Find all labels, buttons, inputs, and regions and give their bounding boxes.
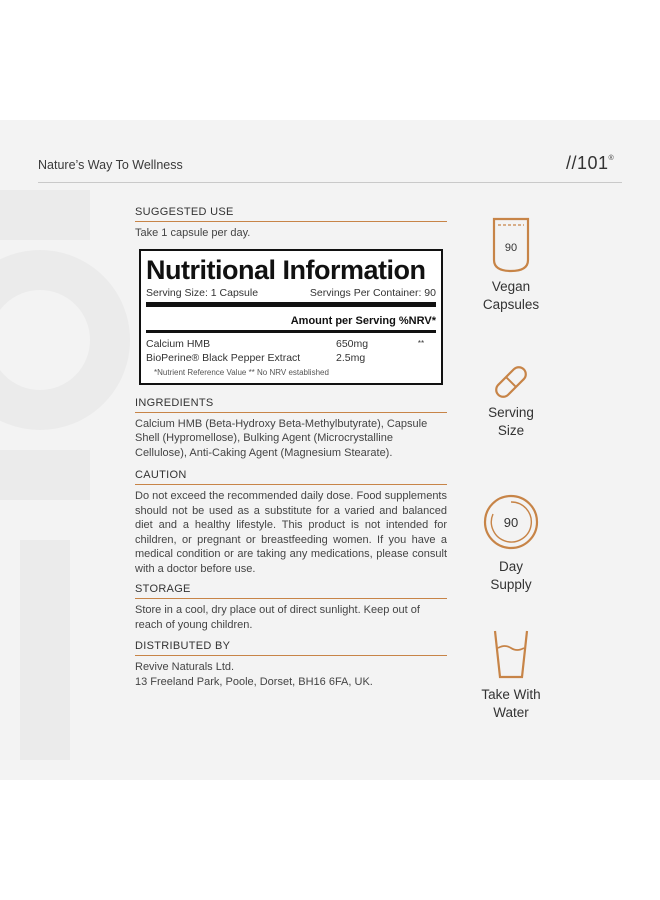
pouch-icon [489,216,533,274]
brand-logo: //101® [566,153,615,173]
servings-per-container: Servings Per Container: 90 [309,286,436,299]
serving-info [146,285,436,307]
feature-label: Take With [481,687,541,702]
nutrient-amount: 2.5mg [336,351,366,364]
nutrient-row [146,351,436,365]
feature-label: Day [498,559,523,574]
feature-label: Serving [488,405,534,420]
feature-label: Vegan [491,279,531,294]
feature-label: Supply [490,577,532,592]
distributor-name: Revive Naturals Ltd. [135,661,235,673]
storage-heading: STORAGE [135,583,447,599]
water-glass-icon [491,628,531,680]
nutrient-row [146,337,436,351]
caution-heading: CAUTION [135,469,447,485]
feature-take-with-water [466,628,556,722]
nutrient-name: BioPerine® Black Pepper Extract [146,351,301,364]
nutrient-amount: 650mg [336,337,369,350]
serving-size: Serving Size: 1 Capsule [146,286,259,299]
ingredients-heading: INGREDIENTS [135,397,447,413]
feature-serving-size [466,364,556,440]
feature-vegan-capsules [466,216,556,314]
feature-day-supply [466,492,556,594]
svg-text:90: 90 [504,242,518,254]
label-column [135,206,447,689]
storage-text: Store in a cool, dry place out of direct sunlight. Keep out of reach of young children. [135,604,420,631]
nutrition-title: Nutritional Information [146,254,426,285]
nutrient-nrv [406,351,436,365]
distributor-address: 13 Freeland Park, Poole, Dorset, BH16 6FA, UK. [135,675,373,688]
nutrition-footnote: *Nutrient Reference Value ** No NRV established [154,367,329,377]
ingredients-text: Calcium HMB (Beta-Hydroxy Beta-Methylbutyrate), Capsule Shell (Hypromellose), Bulking Agent (Microcrystalline Cellulose), Anti-Caking Agent (Magnesium Stearate). [135,417,428,459]
logo-watermark [0,120,130,780]
feature-label: Water [493,705,529,720]
nutrient-nrv: ** [417,338,425,348]
tagline: Nature’s Way To Wellness [38,158,183,172]
nutrition-facts-box [139,249,443,385]
suggested-use-text: Take 1 capsule per day. [135,227,251,239]
feature-label: Size [497,423,525,438]
day-supply-icon [481,492,541,552]
divider [38,182,622,183]
distributed-heading: DISTRIBUTED BY [135,640,447,656]
suggested-use-heading: SUGGESTED USE [135,206,447,222]
amount-header: Amount per Serving %NRV* [146,307,436,333]
svg-text:90: 90 [503,515,519,530]
feature-label: Capsules [482,297,540,312]
capsule-icon [489,364,533,400]
product-info-panel [0,120,660,780]
caution-text: Do not exceed the recommended daily dose. Food supplements should not be used as a substitute for a varied and balanced diet and a healthy lifestyle. This product is not intended for children, or pregnant or breastfeeding women. If you have a medical condition or are taking any medications, please consult with a doctor before use. [135,490,447,575]
nutrient-name: Calcium HMB [146,337,211,350]
